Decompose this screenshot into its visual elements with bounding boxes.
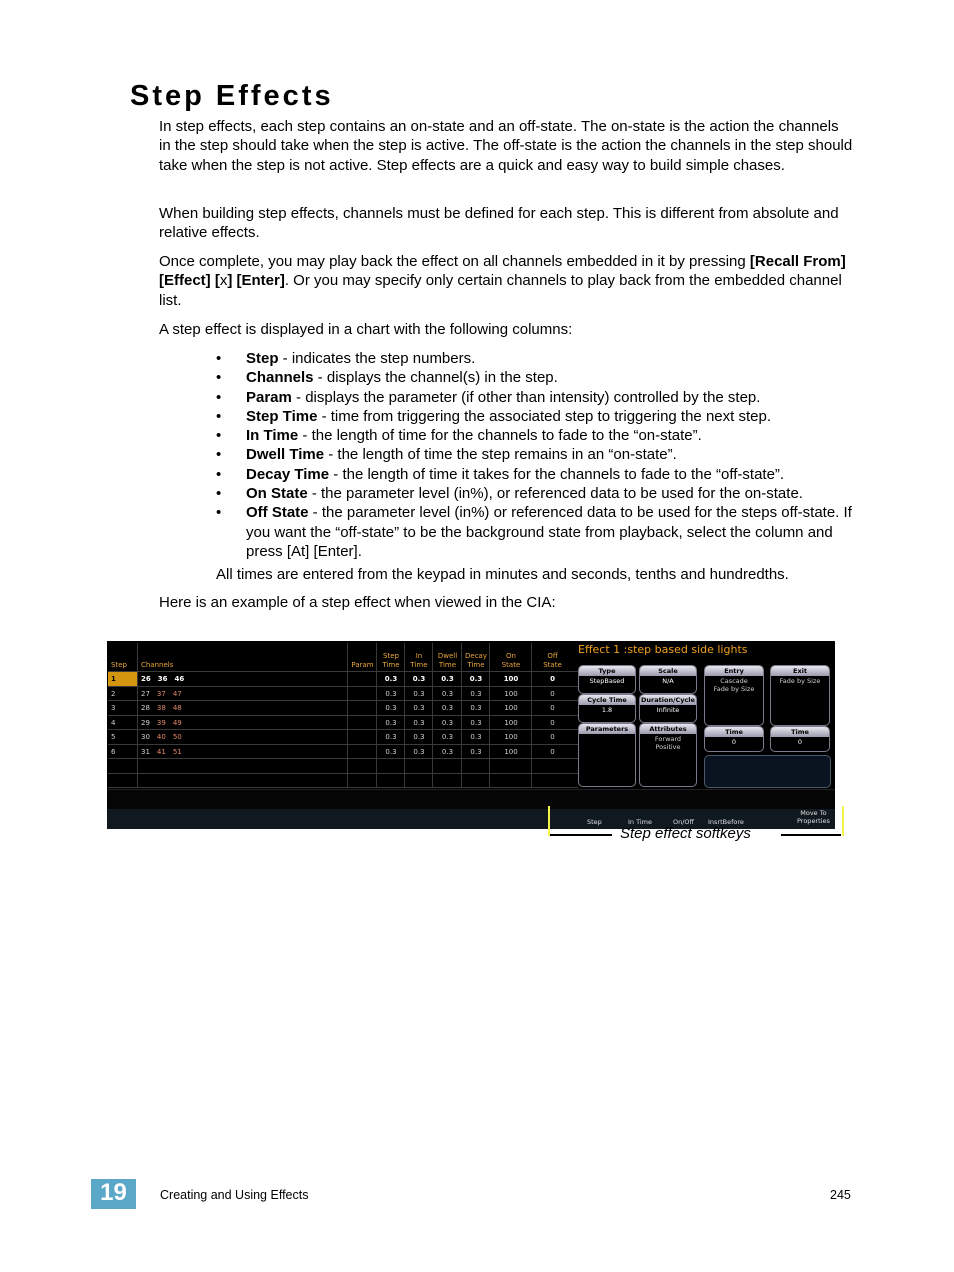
bullet: • (216, 388, 222, 406)
cycle-time-button[interactable] (578, 694, 636, 723)
channel-number: 51 (172, 747, 182, 756)
header-line: Decay (465, 652, 487, 660)
channel-number: 46 (174, 675, 185, 684)
bullet: • (216, 504, 222, 522)
exit-value-1: Fade by Size (779, 677, 821, 685)
column-decay-time (461, 643, 490, 788)
type-button[interactable] (578, 665, 636, 694)
playback-text-a: Once complete, you may play back the effect on all channels embedded in it by pressing (159, 253, 750, 270)
decay-time-cell[interactable]: 0.3 (470, 747, 482, 756)
column-item (216, 465, 856, 484)
in-time-cell[interactable]: 0.3 (413, 689, 425, 698)
off-state-cell[interactable]: 0 (550, 689, 555, 698)
softkey-on-off[interactable]: On/Off (673, 818, 695, 826)
intro-paragraph: In step effects, each step contains an on-state and an off-state. The on-state is the action the channels in the step should take when the step is active. The off-state is the action the channels in the step should take when the step is not active. Step effects are a quick and easy way to build simple chases. (159, 118, 853, 174)
column-step (108, 643, 137, 788)
column-item (216, 349, 856, 368)
channel-number: 36 (157, 675, 168, 684)
dwell-time-cell[interactable]: 0.3 (441, 704, 454, 713)
move-to-line: Move To (800, 809, 827, 817)
channel-number: 47 (172, 689, 182, 698)
header-line: State (543, 661, 562, 669)
channel-number: 30 (141, 733, 150, 742)
step-effect-grid (108, 643, 578, 788)
header-line: Channels (141, 661, 174, 669)
dwell-time-cell[interactable]: 0.3 (441, 747, 454, 756)
on-state-cell[interactable]: 100 (504, 704, 518, 713)
column-list (216, 349, 856, 561)
header-line: Time (382, 661, 400, 669)
caption-rule-left (550, 834, 612, 836)
step-time-cell[interactable]: 0.3 (385, 733, 397, 742)
page-title: Step Effects (130, 80, 334, 112)
step-cell[interactable]: 5 (111, 733, 116, 742)
softkey-step[interactable]: Step (587, 818, 602, 826)
in-time-cell[interactable]: 0.3 (413, 718, 425, 727)
attributes-value-2: Positive (655, 743, 681, 751)
header-line: Param (351, 661, 374, 669)
header-line: In (415, 652, 423, 660)
grid-row-line (108, 729, 578, 730)
header-on-state[interactable] (490, 643, 532, 671)
column-item (216, 503, 856, 561)
exit-time-button[interactable] (770, 726, 830, 752)
chapter-tab: 19 (91, 1179, 136, 1209)
decay-time-cell[interactable]: 0.3 (470, 718, 482, 727)
column-description: - the parameter level (in%), or referenced data to be used for the on-state. (307, 485, 803, 503)
column-term: On State (246, 485, 308, 503)
step-time-cell[interactable]: 0.3 (385, 718, 397, 727)
column-param (347, 643, 377, 788)
bullet: • (216, 427, 222, 445)
channel-number: 50 (172, 733, 182, 742)
softkeys-caption: Step effect softkeys (620, 825, 751, 842)
in-time-cell[interactable]: 0.3 (413, 733, 425, 742)
dwell-time-cell[interactable]: 0.3 (441, 675, 454, 684)
step-cell[interactable]: 2 (111, 689, 116, 698)
column-description: - the length of time it takes for the channels to fade to the “off-state”. (329, 465, 785, 483)
channels-cell[interactable] (138, 745, 348, 760)
column-item (216, 445, 856, 464)
grid-row-line (108, 758, 578, 759)
header-line: Dwell (437, 652, 458, 660)
scale-button[interactable] (639, 665, 697, 694)
dwell-time-cell[interactable]: 0.3 (441, 689, 454, 698)
column-term: Decay Time (246, 465, 330, 483)
on-state-cell[interactable]: 100 (504, 747, 518, 756)
scale-label: Scale (640, 666, 696, 676)
header-line: On (506, 652, 516, 660)
column-term: Step (246, 350, 279, 367)
parameters-label: Parameters (579, 724, 635, 734)
decay-time-cell[interactable]: 0.3 (469, 675, 483, 684)
bullet: • (216, 485, 222, 503)
playback-paragraph (159, 252, 854, 310)
header-line: Time (467, 661, 485, 669)
decay-time-cell[interactable]: 0.3 (470, 689, 482, 698)
channel-number: 49 (172, 718, 182, 727)
header-dwell-time[interactable] (433, 643, 462, 671)
column-term: Dwell Time (246, 446, 325, 464)
column-description: - indicates the step numbers. (278, 350, 476, 367)
exit-button[interactable] (770, 665, 830, 726)
column-on-state (489, 643, 532, 788)
step-cell[interactable]: 3 (111, 704, 116, 713)
cia-screenshot (107, 641, 835, 829)
column-channels (137, 643, 348, 788)
column-item (216, 426, 856, 445)
duration-cycle-button[interactable] (639, 694, 697, 723)
grid-row-line (108, 744, 578, 745)
column-item (216, 388, 856, 407)
grid-row-line (108, 773, 578, 774)
off-state-cell[interactable]: 0 (550, 718, 555, 727)
channels-cell[interactable] (138, 730, 348, 745)
duration-cycle-value: Infinite (656, 706, 680, 714)
grid-row-line (108, 671, 578, 672)
footer-section: Creating and Using Effects (160, 1188, 309, 1202)
header-line: Time (438, 661, 457, 669)
playback-text-e: . Or you may specify only certain channels to play back from the embedded channel list. (159, 272, 842, 309)
header-off-state[interactable] (532, 643, 573, 671)
cycle-time-label: Cycle Time (579, 695, 635, 705)
param-cell[interactable] (348, 716, 377, 731)
parameters-button[interactable] (578, 723, 636, 787)
param-cell[interactable] (348, 730, 377, 745)
decay-time-cell[interactable]: 0.3 (470, 704, 482, 713)
column-item (216, 484, 856, 503)
step-time-cell[interactable]: 0.3 (384, 675, 398, 684)
cycle-time-value: 1.8 (601, 706, 613, 714)
softkey-in-time[interactable]: In Time (628, 818, 653, 826)
recall-keys: [Recall From] [Effect] [ (159, 253, 846, 290)
channels-paragraph: When building step effects, channels must be defined for each step. This is different from absolute and relative effects. (159, 205, 839, 242)
duration-cycle-label: Duration/Cycle (641, 696, 695, 704)
column-off-state (531, 643, 573, 788)
in-time-cell[interactable]: 0.3 (413, 747, 425, 756)
header-param[interactable] (348, 643, 377, 671)
column-step-time (376, 643, 405, 788)
channels-cell[interactable] (138, 701, 348, 716)
page-number: 245 (830, 1188, 851, 1202)
column-description: - displays the parameter (if other than intensity) controlled by the step. (291, 388, 761, 406)
grid-row-line (108, 686, 578, 687)
param-cell[interactable] (348, 672, 377, 687)
on-state-cell[interactable]: 100 (504, 733, 518, 742)
bullet: • (216, 446, 222, 464)
attributes-value-1: Forward (654, 735, 682, 743)
entry-time-label: Time (705, 727, 763, 737)
times-note: All times are entered from the keypad in minutes and seconds, tenths and hundredths. (216, 566, 789, 583)
header-step[interactable] (108, 643, 137, 671)
channel-number: 37 (156, 689, 166, 698)
header-channels[interactable] (138, 643, 348, 671)
grid-row-line (108, 715, 578, 716)
decay-time-cell[interactable]: 0.3 (470, 733, 482, 742)
param-cell[interactable] (348, 745, 377, 760)
exit-time-label: Time (771, 727, 829, 737)
column-description: - displays the channel(s) in the step. (313, 369, 558, 387)
channels-cell[interactable] (138, 687, 348, 702)
step-cell[interactable]: 6 (111, 747, 116, 756)
header-in-time[interactable] (405, 643, 433, 671)
x-var: x (219, 272, 228, 290)
entry-time-button[interactable] (704, 726, 764, 752)
step-time-cell[interactable]: 0.3 (385, 689, 397, 698)
example-intro: Here is an example of a step effect when viewed in the CIA: (159, 594, 556, 611)
exit-time-value: 0 (797, 738, 803, 746)
channel-number: 26 (141, 675, 151, 684)
on-state-cell[interactable]: 100 (503, 675, 519, 684)
column-item (216, 368, 856, 387)
channel-number: 48 (172, 704, 182, 713)
attributes-label: Attributes (640, 724, 696, 734)
off-state-cell[interactable]: 0 (550, 704, 555, 713)
bullet: • (216, 350, 222, 367)
header-line: State (501, 661, 521, 669)
step-time-cell[interactable]: 0.3 (385, 747, 397, 756)
column-term: Off State (246, 504, 309, 522)
step-time-cell[interactable]: 0.3 (385, 704, 397, 713)
column-description: - time from triggering the associated step to triggering the next step. (317, 407, 771, 425)
column-description: - the parameter level (in%) or referenced data to be used for the steps off-state. If you want the “off-state” to be the background state from playback, select the column and press [At] [Enter]. (246, 504, 852, 560)
scale-value: N/A (662, 677, 674, 685)
dwell-time-cell[interactable]: 0.3 (441, 733, 454, 742)
bullet: • (216, 465, 222, 483)
exit-label: Exit (771, 666, 829, 676)
attributes-button[interactable] (639, 723, 697, 787)
type-label: Type (579, 666, 635, 676)
column-term: Param (246, 388, 292, 406)
channel-number: 28 (141, 704, 150, 713)
channels-cell[interactable] (138, 672, 348, 687)
off-state-cell[interactable]: 0 (550, 675, 555, 684)
header-line: Time (410, 661, 428, 669)
type-value: StepBased (589, 677, 625, 685)
column-dwell-time (432, 643, 462, 788)
header-line: Step (111, 661, 127, 669)
column-item (216, 407, 856, 426)
header-line: Step (383, 652, 399, 660)
entry-time-value: 0 (731, 738, 737, 746)
entry-value-2: Fade by Size (713, 685, 755, 693)
off-state-cell[interactable]: 0 (550, 733, 555, 742)
channel-number: 40 (156, 733, 166, 742)
param-cell[interactable] (348, 701, 377, 716)
header-line: Off (547, 652, 558, 660)
entry-label: Entry (705, 666, 763, 676)
column-description: - the length of time the step remains in an “on-state”. (324, 446, 677, 464)
entry-button[interactable] (704, 665, 764, 726)
off-state-cell[interactable]: 0 (550, 747, 555, 756)
channel-number: 41 (156, 747, 166, 756)
channel-number: 29 (141, 718, 150, 727)
bullet: • (216, 407, 222, 425)
column-description: - the length of time for the channels to fade to the “on-state”. (298, 427, 702, 445)
columns-intro: A step effect is displayed in a chart with the following columns: (159, 321, 573, 338)
header-decay-time[interactable] (462, 643, 490, 671)
header-step-time[interactable] (377, 643, 405, 671)
softkey-insert-before[interactable]: InsrtBefore (708, 818, 744, 826)
caption-rule-right (781, 834, 841, 836)
column-term: Step Time (246, 407, 318, 425)
grid-row-line (108, 700, 578, 701)
on-state-cell[interactable]: 100 (504, 718, 518, 727)
channel-number: 31 (141, 747, 150, 756)
column-in-time (404, 643, 433, 788)
step-cell[interactable]: 1 (108, 672, 137, 687)
empty-panel (704, 755, 831, 788)
entry-value-1: Cascade (720, 677, 748, 685)
column-term: Channels (246, 369, 314, 387)
channel-number: 27 (141, 689, 150, 698)
channel-number: 38 (156, 704, 166, 713)
bullet: • (216, 369, 222, 387)
properties-line: Properties (797, 817, 830, 825)
dwell-time-cell[interactable]: 0.3 (441, 718, 454, 727)
effect-title: Effect 1 :step based side lights (578, 643, 748, 656)
channels-cell[interactable] (138, 716, 348, 731)
enter-key: ] [Enter] (227, 272, 285, 290)
in-time-cell[interactable]: 0.3 (412, 675, 426, 684)
on-state-cell[interactable]: 100 (504, 689, 518, 698)
param-cell[interactable] (348, 687, 377, 702)
grid-row-line (108, 787, 578, 788)
in-time-cell[interactable]: 0.3 (413, 704, 425, 713)
column-term: In Time (246, 427, 299, 445)
channel-number: 39 (156, 718, 166, 727)
step-cell[interactable]: 4 (111, 718, 116, 727)
